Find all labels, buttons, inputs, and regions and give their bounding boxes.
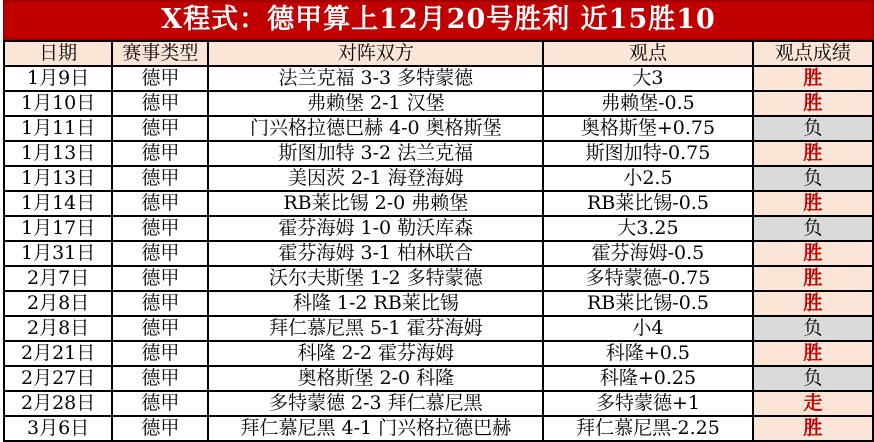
pick-cell: 奥格斯堡+0.75 xyxy=(543,116,752,141)
pick-cell: 小2.5 xyxy=(543,166,752,191)
pick-cell: 弗赖堡-0.5 xyxy=(543,91,752,116)
pick-cell: 霍芬海姆-0.5 xyxy=(543,241,752,266)
table-row xyxy=(4,266,873,291)
match-cell: 弗赖堡 2-1 汉堡 xyxy=(208,91,543,116)
pick-cell: 大3 xyxy=(543,66,752,91)
table-row xyxy=(4,66,873,91)
league-cell: 德甲 xyxy=(112,191,208,216)
date-cell: 2月8日 xyxy=(4,316,112,341)
date-cell: 2月28日 xyxy=(4,391,112,416)
match-cell: 拜仁慕尼黑 5-1 霍芬海姆 xyxy=(208,316,543,341)
match-cell: 多特蒙德 2-3 拜仁慕尼黑 xyxy=(208,391,543,416)
result-cell: 胜 xyxy=(753,191,873,216)
table-row xyxy=(4,416,873,441)
date-cell: 2月7日 xyxy=(4,266,112,291)
match-cell: 法兰克福 3-3 多特蒙德 xyxy=(208,66,543,91)
pick-cell: 斯图加特-0.75 xyxy=(543,141,752,166)
result-cell: 负 xyxy=(753,366,873,391)
league-cell: 德甲 xyxy=(112,316,208,341)
pick-cell: RB莱比锡-0.5 xyxy=(543,191,752,216)
league-cell: 德甲 xyxy=(112,266,208,291)
column-header-match: 对阵双方 xyxy=(208,41,543,66)
league-cell: 德甲 xyxy=(112,216,208,241)
match-cell: 科隆 1-2 RB莱比锡 xyxy=(208,291,543,316)
league-cell: 德甲 xyxy=(112,416,208,441)
match-cell: 拜仁慕尼黑 4-1 门兴格拉德巴赫 xyxy=(208,416,543,441)
result-cell: 负 xyxy=(753,116,873,141)
league-cell: 德甲 xyxy=(112,116,208,141)
league-cell: 德甲 xyxy=(112,341,208,366)
betting-record-table xyxy=(3,40,874,442)
column-header-pick: 观点 xyxy=(543,41,752,66)
table-row xyxy=(4,316,873,341)
date-cell: 1月31日 xyxy=(4,241,112,266)
table-row xyxy=(4,141,873,166)
date-cell: 2月27日 xyxy=(4,366,112,391)
pick-cell: 科隆+0.5 xyxy=(543,341,752,366)
date-cell: 3月6日 xyxy=(4,416,112,441)
table-row xyxy=(4,291,873,316)
date-cell: 1月9日 xyxy=(4,66,112,91)
pick-cell: 小4 xyxy=(543,316,752,341)
league-cell: 德甲 xyxy=(112,91,208,116)
date-cell: 1月17日 xyxy=(4,216,112,241)
result-cell: 胜 xyxy=(753,66,873,91)
pick-cell: 拜仁慕尼黑-2.25 xyxy=(543,416,752,441)
match-cell: 沃尔夫斯堡 1-2 多特蒙德 xyxy=(208,266,543,291)
result-cell: 胜 xyxy=(753,291,873,316)
result-cell: 负 xyxy=(753,166,873,191)
match-cell: 美因茨 2-1 海登海姆 xyxy=(208,166,543,191)
table-header-row xyxy=(4,41,873,66)
table-row xyxy=(4,116,873,141)
date-cell: 1月14日 xyxy=(4,191,112,216)
match-cell: 科隆 2-2 霍芬海姆 xyxy=(208,341,543,366)
league-cell: 德甲 xyxy=(112,391,208,416)
date-cell: 2月21日 xyxy=(4,341,112,366)
match-cell: 奥格斯堡 2-0 科隆 xyxy=(208,366,543,391)
table-row xyxy=(4,216,873,241)
table-row xyxy=(4,241,873,266)
result-cell: 胜 xyxy=(753,341,873,366)
pick-cell: 多特蒙德-0.75 xyxy=(543,266,752,291)
table-row xyxy=(4,341,873,366)
date-cell: 1月11日 xyxy=(4,116,112,141)
column-header-league: 赛事类型 xyxy=(112,41,208,66)
result-cell: 负 xyxy=(753,216,873,241)
result-cell: 胜 xyxy=(753,266,873,291)
table-row xyxy=(4,166,873,191)
result-cell: 胜 xyxy=(753,416,873,441)
date-cell: 1月10日 xyxy=(4,91,112,116)
league-cell: 德甲 xyxy=(112,366,208,391)
result-cell: 胜 xyxy=(753,141,873,166)
match-cell: 斯图加特 3-2 法兰克福 xyxy=(208,141,543,166)
league-cell: 德甲 xyxy=(112,291,208,316)
league-cell: 德甲 xyxy=(112,241,208,266)
result-cell: 胜 xyxy=(753,91,873,116)
league-cell: 德甲 xyxy=(112,66,208,91)
pick-cell: RB莱比锡-0.5 xyxy=(543,291,752,316)
date-cell: 2月8日 xyxy=(4,291,112,316)
league-cell: 德甲 xyxy=(112,141,208,166)
pick-cell: 多特蒙德+1 xyxy=(543,391,752,416)
table-row xyxy=(4,91,873,116)
date-cell: 1月13日 xyxy=(4,166,112,191)
column-header-result: 观点成绩 xyxy=(753,41,873,66)
pick-cell: 科隆+0.25 xyxy=(543,366,752,391)
pick-cell: 大3.25 xyxy=(543,216,752,241)
column-header-date: 日期 xyxy=(4,41,112,66)
table-row xyxy=(4,391,873,416)
result-cell: 走 xyxy=(753,391,873,416)
page-title: X程式：德甲算上12月20号胜利 近15胜10 xyxy=(3,0,874,40)
match-cell: 霍芬海姆 3-1 柏林联合 xyxy=(208,241,543,266)
result-cell: 负 xyxy=(753,316,873,341)
table-row xyxy=(4,191,873,216)
table-row xyxy=(4,366,873,391)
match-cell: 霍芬海姆 1-0 勒沃库森 xyxy=(208,216,543,241)
match-cell: 门兴格拉德巴赫 4-0 奥格斯堡 xyxy=(208,116,543,141)
match-cell: RB莱比锡 2-0 弗赖堡 xyxy=(208,191,543,216)
result-cell: 胜 xyxy=(753,241,873,266)
league-cell: 德甲 xyxy=(112,166,208,191)
date-cell: 1月13日 xyxy=(4,141,112,166)
